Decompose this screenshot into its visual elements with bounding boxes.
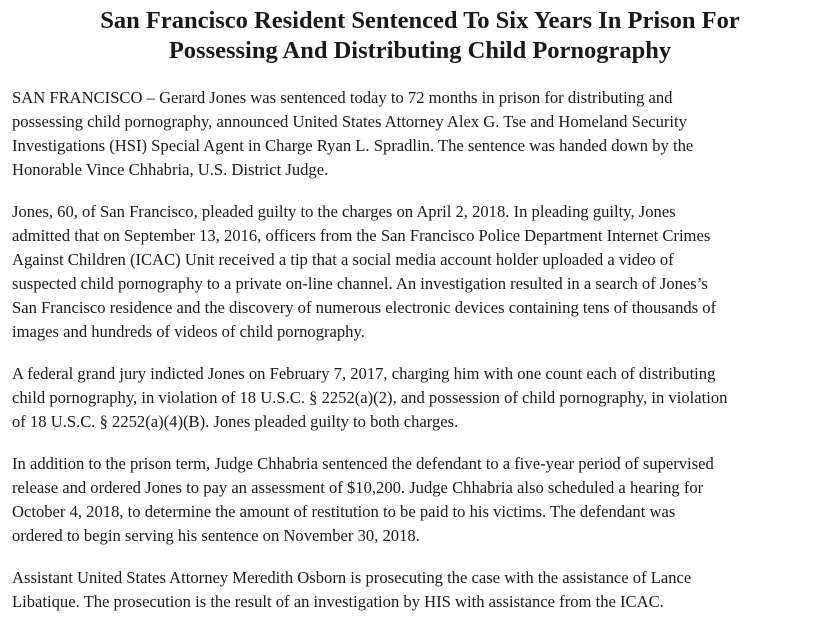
text-line: Against Children (ICAC) Unit received a tip that a social media account holder uploaded a video of [12, 250, 674, 269]
text-line: of 18 U.S.C. § 2252(a)(4)(B). Jones pleaded guilty to both charges. [12, 412, 459, 431]
article-headline [0, 0, 840, 66]
text-line: Honorable Vince Chhabria, U.S. District Judge. [12, 160, 329, 179]
headline-line: San Francisco Resident Sentenced To Six Years In Prison For [100, 7, 740, 34]
paragraph-sentencing [12, 86, 838, 182]
text-line: Libatique. The prosecution is the result of an investigation by HIS with assistance from the ICAC. [12, 592, 664, 611]
paragraph-guilty-plea [12, 200, 838, 344]
text-line: ordered to begin serving his sentence on November 30, 2018. [12, 526, 420, 545]
text-line: A federal grand jury indicted Jones on February 7, 2017, charging him with one count each of distributing [12, 364, 716, 383]
article-body [12, 86, 838, 632]
headline-line: Possessing And Distributing Child Pornography [168, 37, 672, 64]
text-line: San Francisco residence and the discovery of numerous electronic devices containing tens of thousands of [12, 298, 717, 317]
text-line: Assistant United States Attorney Meredith Osborn is prosecuting the case with the assistance of Lance [12, 568, 692, 587]
text-line: Jones, 60, of San Francisco, pleaded guilty to the charges on April 2, 2018. In pleading guilty, Jones [12, 202, 676, 221]
text-line: In addition to the prison term, Judge Chhabria sentenced the defendant to a five-year period of supervised [12, 454, 714, 473]
text-line: October 4, 2018, to determine the amount of restitution to be paid to his victims. The defendant was [12, 502, 676, 521]
text-line: admitted that on September 13, 2016, officers from the San Francisco Police Department Internet Crimes [12, 226, 711, 245]
text-line: images and hundreds of videos of child pornography. [12, 322, 365, 341]
text-line: SAN FRANCISCO – Gerard Jones was sentenced today to 72 months in prison for distributing and [12, 88, 673, 107]
text-line: Investigations (HSI) Special Agent in Charge Ryan L. Spradlin. The sentence was handed down by the [12, 136, 694, 155]
text-line: release and ordered Jones to pay an assessment of $10,200. Judge Chhabria also scheduled a hearing for [12, 478, 704, 497]
text-line: child pornography, in violation of 18 U.S.C. § 2252(a)(2), and possession of child pornography, in violation [12, 388, 728, 407]
text-line: possessing child pornography, announced United States Attorney Alex G. Tse and Homeland Security [12, 112, 687, 131]
paragraph-prosecution [12, 566, 838, 614]
paragraph-indictment [12, 362, 838, 434]
paragraph-supervised-release [12, 452, 838, 548]
text-line: suspected child pornography to a private on-line channel. An investigation resulted in a search of Jones’s [12, 274, 708, 293]
